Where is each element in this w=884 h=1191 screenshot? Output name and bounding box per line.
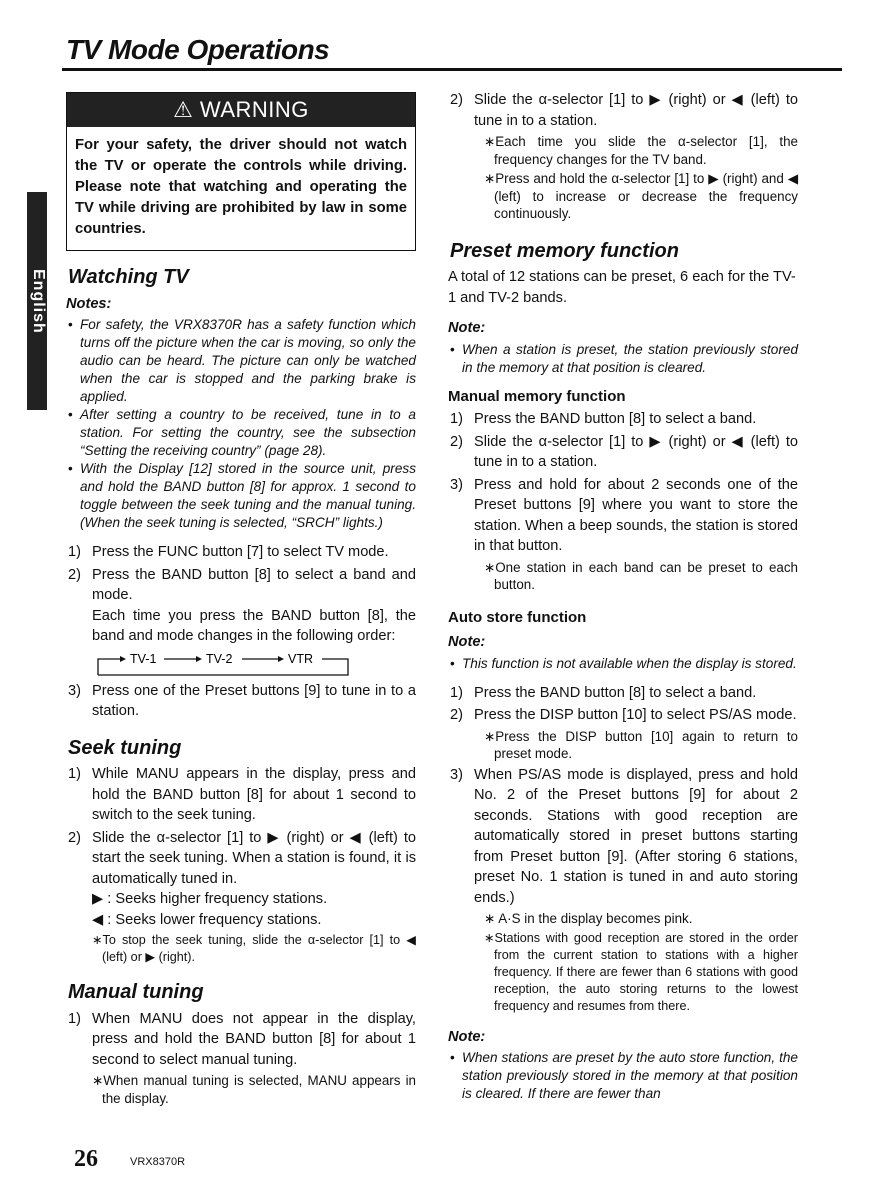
step-item: 1) Press the BAND button [8] to select a band. [450,411,757,427]
step-item: 1) Press the BAND button [8] to select a band. [450,684,757,701]
preset-intro: A total of 12 stations can be preset, 6 each for the TV-1 and TV-2 bands. [448,269,796,306]
warning-text: For your safety, the driver should not watch the TV or operate the controls while driving. Please note that watching and operating the TV while driving are prohibited by law in some countries. [75,137,407,237]
step-item: 3) When PS/AS mode is displayed, press and hold No. 2 of the Preset buttons [9] for about 2 seconds. Stations with good reception are automatically stored in preset buttons starting from Preset button [9]. (After storing 6 stations, preset No. 1 station is tuned in and auto storing ends.) ∗ A·S in the display becomes pink. ∗Stations with good reception are stored in the order from the current station to stations with a higher frequency. If there are fewer than 6 stations with good reception, the auto storing returns to the lowest frequency and resumes from there. [450,766,798,1013]
step-item: 3) Press and hold for about 2 seconds one of the Preset buttons [9] where you want to store the station. When a beep sounds, the station is stored in that button. ∗One station in each band can be preset to each button. [450,476,798,592]
note-item: • For safety, the VRX8370R has a safety function which turns off the picture when the car is moving, so only the audio can be heard. The picture can only be watched when the car is stopped and the parking brake is applied. [66,316,416,406]
preset-note-label: Note: [448,320,486,336]
page-number: 26 [74,1146,98,1172]
title-rule [62,68,842,71]
band-order-diagram [90,649,416,677]
manual-step2-note: ∗Press and hold the α-selector [1] to ▶ (right) and ◀ (left) to increase or decrease the frequency continuously. [484,171,798,221]
language-side-tab: English [27,192,47,410]
note-item: • With the Display [12] stored in the source unit, press and hold the BAND button [8] for approx. 1 second to toggle between the seek tuning and the manual tuning. (When the seek tuning is selected, “SRCH” lights.) [66,460,416,532]
manual-memory-note: ∗One station in each band can be preset to each button. [484,559,798,592]
left-column [66,86,416,1109]
step-item: 1) When MANU does not appear in the display, press and hold the BAND button [8] for about 1 second to select manual tuning. ∗When manual tuning is selected, MANU appears in the display. [68,1010,416,1106]
warning-box [66,92,416,251]
final-note-label: Note: [448,1028,486,1045]
step-item: 1) While MANU appears in the display, press and hold the BAND button [8] for about 1 second to switch to the seek tuning. [68,766,416,823]
notes-label: Notes: [66,295,112,312]
step-item: 2) Press the BAND button [8] to select a band and mode. Each time you press the BAND button [8], the band and mode changes in the following order: [68,566,416,644]
auto-step2-note: ∗Press the DISP button [10] again to return to preset mode. [484,728,798,761]
auto-store-heading: Auto store function [448,608,587,626]
watching-notes [66,316,416,532]
watching-tv-heading: Watching TV [68,266,189,288]
step-item: 2) Press the DISP button [10] to select PS/AS mode. ∗Press the DISP button [10] again to return to preset mode. [450,707,798,761]
final-note: • When stations are preset by the auto store function, the station previously stored in the memory at that position is cleared. If there are fewer than [448,1049,798,1103]
seek-right-desc: ▶ : Seeks higher frequency stations. [92,891,328,907]
model-number: VRX8370R [130,1156,186,1168]
right-column [448,88,798,1103]
auto-note: • This function is not available when the display is stored. [448,655,798,673]
manual-memory-heading: Manual memory function [448,387,626,405]
step-item: 2) Slide the α-selector [1] to ▶ (right) or ◀ (left) to tune in to a station. ∗Each time you slide the α-selector [1], the frequency changes for the TV band. ∗Press and hold the α-selector [1] to ▶ (right) and ◀ (left) to increase or decrease the frequency continuously. [450,92,798,221]
manual-memory-steps [448,409,798,594]
step-item: 1) Press the FUNC button [7] to select TV mode. [68,544,389,560]
preset-memory-heading: Preset memory function [450,239,679,262]
seek-steps [66,764,416,966]
auto-step3-note: ∗Stations with good reception are stored in the order from the current station to stations with a higher frequency. If there are fewer than 6 stations with good reception, the auto storing returns to the lowest frequency and resumes from there. [484,930,798,1013]
manual-step2-note: ∗Each time you slide the α-selector [1], the frequency changes for the TV band. [484,134,798,167]
flow-tv1: TV-1 [130,651,157,666]
warning-heading: ⚠ WARNING [67,93,415,127]
manual-steps [66,1009,416,1108]
flow-tv2: TV-2 [206,651,233,666]
step-item: 2) Slide the α-selector [1] to ▶ (right) or ◀ (left) to start the seek tuning. When a station is found, it is automatically tuned in. ▶ : Seeks higher frequency stations. ◀ : Seeks lower frequency stations. ∗To stop the seek tuning, slide the α-selector [1] to ◀ (left) or ▶ (right). [68,829,416,964]
seek-left-desc: ◀ : Seeks lower frequency stations. [92,911,322,928]
preset-note: • When a station is preset, the station previously stored in the memory at that position is cleared. [448,341,798,377]
step-item: 2) Slide the α-selector [1] to ▶ (right) or ◀ (left) to tune in to a station. [450,433,798,470]
page-title: TV Mode Operations [66,34,330,65]
flow-vtr: VTR [288,651,313,666]
manual-step1-note: ∗When manual tuning is selected, MANU appears in the display. [92,1073,416,1106]
note-item: • After setting a country to be received, tune in to a station. For setting the country, see the subsection “Setting the receiving country” (page 28). [66,406,416,460]
auto-step3-note: ∗ A·S in the display becomes pink. [484,911,693,926]
seek-stop-note: ∗To stop the seek tuning, slide the α-selector [1] to ◀ (left) or ▶ (right). [92,933,416,964]
manual-tuning-heading: Manual tuning [68,981,204,1003]
auto-store-steps [448,683,798,1015]
step-item: 3) Press one of the Preset buttons [9] to tune in to a station. [68,682,416,719]
watching-steps [66,542,416,647]
auto-note-label: Note: [448,634,486,650]
seek-tuning-heading: Seek tuning [68,736,182,759]
